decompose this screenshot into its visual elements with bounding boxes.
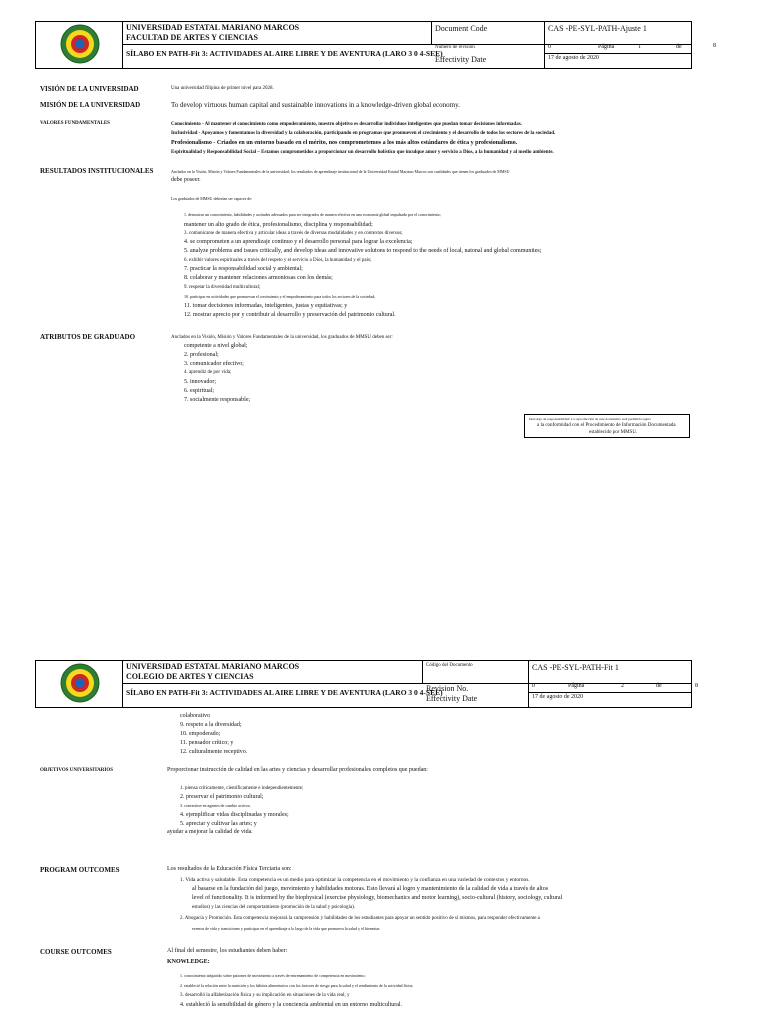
college-name: FACULTAD DE ARTES Y CIENCIAS: [126, 33, 258, 42]
document-code-label: Código del Documento: [426, 663, 473, 668]
institutional-item: 11. tomar decisiones informadas, inteligentes, justas y equitativas; y: [184, 303, 348, 309]
revision-label: Revision No.: [426, 684, 469, 693]
course-intro: Al final del semestre, los estudiantes deben haber:: [167, 948, 288, 954]
program-item-2: 2. Abogacía y Promoción. Esta competencia mejorará la comprensión y habilidades de los estudiantes para apoyar un sentido positivo de sí mismos, para responder efectivamente a: [180, 916, 540, 921]
core-value-inclusivity: Inclusividad - Apoyamos y fomentamos la diversidad y la colaboración, participando en programas que promueven el crecimiento y el desarrollo de todos los sectores de la sociedad.: [171, 131, 556, 136]
institutional-item: 9. respetar la diversidad multicultural;: [184, 285, 261, 290]
page-number: 2: [621, 683, 624, 689]
effectivity-value: 17 de agosto de 2020: [532, 694, 583, 700]
objective-item: 1. piensa críticamente, científicamente e independientemente;: [180, 786, 304, 791]
page-number: 1: [638, 44, 641, 50]
objective-item: ayudar a mejorar la calidad de vida.: [167, 829, 253, 835]
institutional-item: 1. demostrar un conocimiento, habilidades y actitudes adecuados para ser integrados de manera efectiva en una economía global impulsada por el conocimiento;: [184, 212, 441, 217]
page-of: de: [656, 683, 662, 689]
university-objectives-label: OBJETIVOS UNIVERSITARIOS: [40, 768, 114, 773]
course-outcome-item: 3. desarrolló la alfabetización física y su implicación en situaciones de la vida real; y: [180, 993, 350, 998]
university-name: UNIVERSIDAD ESTATAL MARIANO MARCOS: [126, 23, 300, 32]
institutional-item: 3. comunicarse de manera efectiva y articular ideas a través de diversas modalidades y en contextos diversos;: [184, 231, 403, 236]
program-item-1-line-3: level of functionality. It is informed by the biophysical (exercise physiology, biomechanics and motor learning), socio-cultural (history, sociology, cultural: [192, 895, 563, 901]
program-item-1-line-4: estudios) y las ciencias del comportamiento (promoción de la salud y psicología).: [192, 905, 356, 910]
institutional-item: 6. exhibir valores espirituales a través del respeto y el servicio a Dios, la humanidad y el país;: [184, 258, 372, 263]
university-name: UNIVERSIDAD ESTATAL MARIANO MARCOS: [126, 662, 300, 671]
institutional-item: 4. se comprometen a un aprendizaje continuo y el desarrollo personal para lograr la excelencia;: [184, 239, 413, 245]
effectivity-label: Effectivity Date: [435, 55, 487, 64]
institutional-intro: Anclados en la Visión, Misión y Valores Fundamentales de la universidad, los resultados de aprendizaje institucional de la Universidad Estatal Mariano Marcos son cualidades que tienen los graduados de MMSU: [171, 169, 510, 174]
page-label: Página: [568, 683, 585, 689]
university-logo-cell: [36, 22, 123, 68]
vision-text: Una universidad filipina de primer nivel para 2028.: [171, 86, 274, 91]
attribute-item: 9. respeto a la diversidad;: [180, 722, 242, 728]
objective-item: 2. preservar el patrimonio cultural;: [180, 794, 264, 800]
institutional-outcomes-label: RESULTADOS INSTITUCIONALES: [40, 167, 154, 175]
institutional-item: 12. mostrar aprecio por y contribuir al desarrollo y preservación del patrimonio cultural.: [184, 312, 396, 318]
page-total: 8: [695, 683, 698, 689]
program-outcomes-label: PROGRAM OUTCOMES: [40, 866, 120, 874]
knowledge-heading: KNOWLEDGE:: [167, 959, 210, 965]
core-value-professionalism: Profesionalismo - Criados en un entorno basado en el mérito, nos comprometemos a los más altos estándares de ética y profesionalismo.: [171, 140, 518, 146]
program-item-1-line-2: al basarse en la fundación del juego, movimiento y habilidades motoras. Esto llevará al logro y mantenimiento de la calidad de vida a través de altos: [192, 886, 549, 892]
page-total: 8: [713, 43, 716, 49]
page-label: Página: [598, 44, 615, 50]
disclaimer-line-1: Descargo de responsabilidad: La reproducción de este documento está permitida sujeta: [529, 417, 651, 421]
revision-value: 0: [532, 683, 535, 689]
attribute-item: 3. comunicador efectivo;: [184, 361, 244, 367]
university-logo-cell: [36, 661, 123, 707]
mission-text: To develop virtuous human capital and sustainable innovations in a knowledge-driven global economy.: [171, 101, 460, 109]
course-outcome-item: 4. estableció la sensibilidad de género y la conciencia ambiental en un entorno multicultural.: [180, 1002, 403, 1008]
attribute-item: 4. aprendiz de por vida;: [184, 370, 232, 375]
attribute-item: 6. espiritual;: [184, 388, 214, 394]
attribute-item: competente a nivel global;: [184, 343, 248, 349]
university-seal-icon: [60, 663, 100, 703]
college-name: COLEGIO DE ARTES Y CIENCIAS: [126, 672, 254, 681]
document-code-label: Document Code: [435, 24, 488, 33]
institutional-lead: Los graduados de MMSU deberían ser capaces de:: [171, 196, 253, 201]
objective-item: 3. convertirse en agentes de cambio activos;: [180, 803, 251, 808]
effectivity-value: 17 de agosto de 2020: [548, 55, 599, 61]
disclaimer-line-2: a la conformidad con el Procedimiento de Información Documentada: [537, 423, 676, 428]
institutional-item: 10. participar en actividades que promuevan el crecimiento y el empoderamiento para todos los sectores de la sociedad;: [184, 294, 376, 299]
document-header-page-1: [35, 21, 692, 69]
institutional-item: mantener un alto grado de ética, profesionalismo, disciplina y responsabilidad;: [184, 222, 373, 228]
document-code-value: CAS -PE-SYL-PATH-Ajuste 1: [548, 24, 647, 33]
attribute-item: 11. pensador crítico; y: [180, 740, 234, 746]
core-value-knowledge: Conocimiento - Al mantener el conocimiento como empoderamiento, nuestro objetivo es desarrollar individuos inteligentes que puedan tomar decisiones informadas.: [171, 122, 522, 127]
course-outcomes-label: COURSE OUTCOMES: [40, 948, 112, 956]
program-item-2-line-2: eventos de vida y transiciones y participar en el aprendizaje a lo largo de la vida que promueva la salud y el bienestar.: [192, 926, 381, 931]
effectivity-label: Effectivity Date: [426, 694, 478, 703]
institutional-item: 8. colaborar y mantener relaciones armoniosas con los demás;: [184, 275, 333, 281]
attribute-item: 7. socialmente responsable;: [184, 397, 251, 403]
core-value-spirituality: Espiritualidad y Responsabilidad Social – Estamos comprometidos a proporcionar un desarrollo holístico que inculque amor y servicio a Dios, a la humanidad y al medio ambiente.: [171, 150, 554, 155]
document-code-value: CAS -PE-SYL-PATH-Fit 1: [532, 663, 619, 672]
graduate-attributes-label: ATRIBUTOS DE GRADUADO: [40, 333, 136, 341]
vision-label: VISIÓN DE LA UNIVERSIDAD: [40, 85, 139, 93]
attribute-item: colaborativo: [180, 713, 210, 719]
page-of: de: [676, 44, 682, 50]
mission-label: MISIÓN DE LA UNIVERSIDAD: [40, 101, 141, 109]
document-header-page-2: [35, 660, 692, 708]
syllabus-title: SÍLABO EN PATH-Fit 3: ACTIVIDADES AL AIRE LIBRE Y DE AVENTURA (LARO 3 0 4-SEE): [126, 688, 443, 697]
core-values-label: VALORES FUNDAMENTALES: [40, 121, 110, 126]
program-item-1: 1. Vida activa y saludable. Esta competencia es un medio para optimizar la competencia en el movimiento y la confianza en una variedad de contextos y entornos.: [180, 877, 530, 883]
institutional-item: 5. analyze problems and issues critically, and develop ideas and innovative solutons to respond to the needs of local, natonal and global communites;: [184, 248, 542, 254]
objectives-intro: Proporcionar instrucción de calidad en las artes y ciencias y desarrollar profesionales completos que puedan:: [167, 767, 428, 773]
disclaimer-stamp: [524, 414, 690, 438]
attribute-item: 12. culturalmente receptivo.: [180, 749, 248, 755]
syllabus-title: SÍLABO EN PATH-Fit 3: ACTIVIDADES AL AIRE LIBRE Y DE AVENTURA (LARO 3 0 4-SEE): [126, 49, 443, 58]
objective-item: 5. apreciar y cultivar las artes; y: [180, 821, 257, 827]
program-intro: Los resultados de la Educación Física Terciaria son:: [167, 866, 292, 872]
course-outcome-item: 1. conocimiento adquirido sobre patrones de movimiento a través de entrenamiento de competencia en movimiento;: [180, 973, 366, 978]
graduate-attributes-intro: Anclados en la Visión, Misión y Valores Fundamentales de la universidad, los graduados de MMSU deben ser:: [171, 335, 393, 340]
attribute-item: 10. empoderado;: [180, 731, 221, 737]
disclaimer-line-3: establecido por MMSU.: [589, 430, 638, 435]
institutional-item: 7. practicar la responsabilidad social y ambiental;: [184, 266, 303, 272]
institutional-intro-2: debe poseer.: [171, 177, 201, 183]
revision-label: Número de revisión: [435, 45, 475, 50]
revision-value: 0: [548, 44, 551, 50]
university-seal-icon: [60, 24, 100, 64]
course-outcome-item: 2. estableció la relación entre la nutrición y los hábitos alimentarios con los factores de riesgo para la salud y el rendimiento de la actividad física;: [180, 983, 414, 988]
attribute-item: 5. innovador;: [184, 379, 216, 385]
objective-item: 4. ejemplificar vidas disciplinadas y morales;: [180, 812, 289, 818]
attribute-item: 2. profesional;: [184, 352, 219, 358]
